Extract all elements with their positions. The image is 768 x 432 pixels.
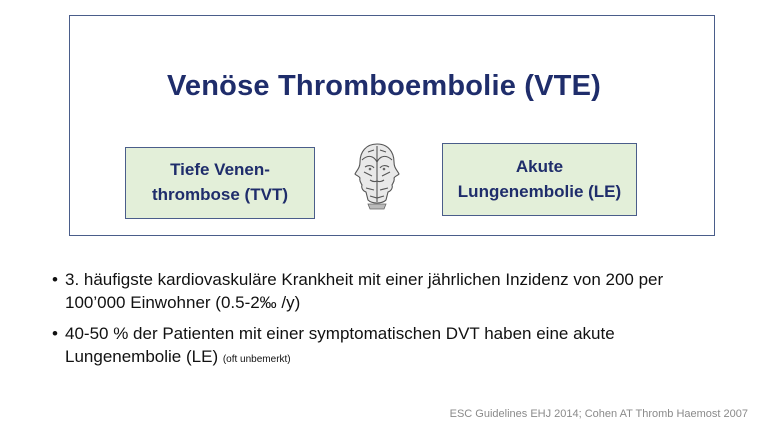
- box-tvt: [125, 147, 315, 219]
- bullet-2-line1: 40-50 % der Patienten mit einer symptomatischen DVT haben eine akute: [65, 324, 615, 343]
- box-tvt-line2: thrombose (TVT): [152, 185, 288, 204]
- bullet-2-line2: Lungenembolie (LE): [65, 347, 223, 366]
- box-le-line1: Akute: [515, 156, 564, 176]
- bullet-1-line2: 100’000 Einwohner (0.5-2‰ /y): [65, 293, 301, 312]
- bullet-dot: •: [52, 270, 58, 289]
- janus-head-icon: [348, 140, 406, 210]
- slide-title: Venöse Thromboembolie (VTE): [166, 70, 601, 102]
- bullet-2-line2-wrap: [65, 345, 752, 371]
- bullet-item-dvt: [52, 322, 752, 371]
- citation: ESC Guidelines EHJ 2014; Cohen AT Thromb Haemost 2007: [449, 408, 748, 420]
- bullet-list: [52, 268, 752, 379]
- box-le-text: [458, 155, 621, 204]
- box-tvt-line1: Tiefe Venen-: [170, 160, 270, 180]
- box-tvt-text: [152, 158, 288, 207]
- bullet-2-note: (oft unbemerkt): [222, 354, 291, 365]
- bullet-dot: •: [52, 324, 58, 343]
- bullet-item-incidence: [52, 268, 752, 314]
- box-le: [442, 143, 637, 216]
- box-le-line2: Lungenembolie (LE): [457, 181, 622, 201]
- bullet-1-line1: 3. häufigste kardiovaskuläre Krankheit mit einer jährlichen Inzidenz von 200 per: [65, 270, 664, 289]
